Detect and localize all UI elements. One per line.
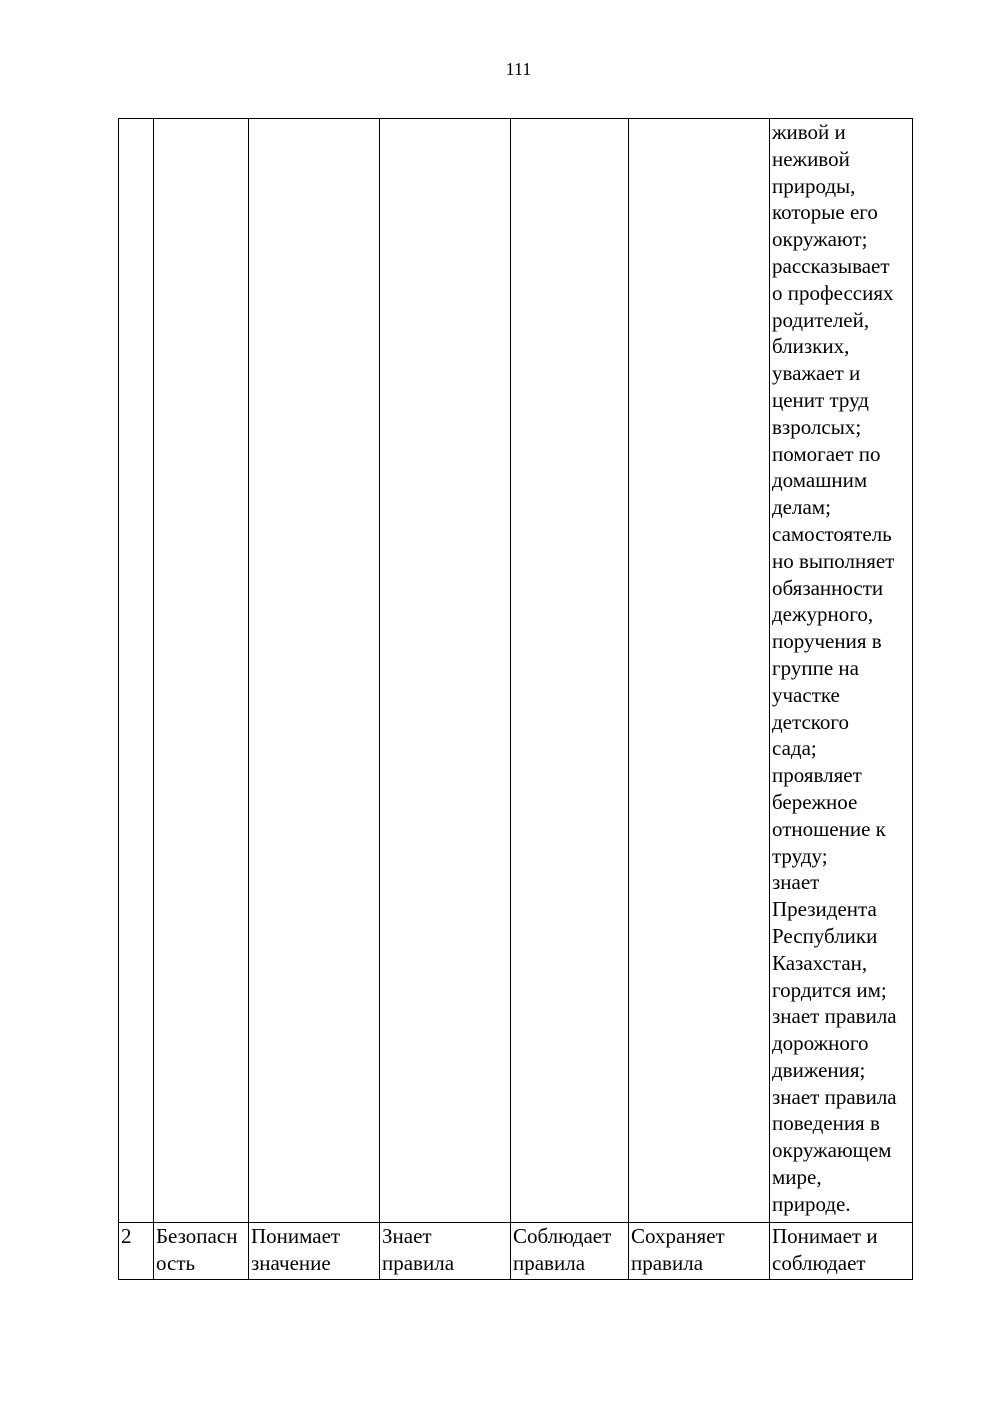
cell-text-line: правила: [631, 1250, 704, 1275]
cell-text-line: бережное: [772, 789, 858, 814]
table-cell: [629, 1223, 770, 1280]
cell-text-line: дорожного: [772, 1031, 869, 1056]
table-cell: [154, 119, 249, 1223]
cell-text-line: живой и: [772, 120, 846, 144]
cell-text-line: Сохраняет: [631, 1224, 725, 1248]
table-cell: [380, 119, 511, 1223]
table-cell: [511, 1223, 629, 1280]
table-cell-number: [119, 1223, 154, 1280]
cell-text-line: Понимает: [251, 1224, 341, 1248]
cell-text-line: поведения в: [772, 1111, 880, 1136]
cell-text-line: ценит труд: [772, 387, 869, 412]
cell-text-line: отношение к: [772, 816, 886, 841]
cell-text-line: группе на: [772, 655, 859, 680]
cell-text-line: 2: [121, 1224, 132, 1248]
cell-text-line: поручения в: [772, 629, 882, 654]
cell-text-line: уважает и: [772, 361, 861, 386]
cell-text-line: природы,: [772, 173, 856, 198]
cell-text-line: Знает: [382, 1224, 432, 1248]
cell-text-line: Безопасн: [156, 1224, 238, 1248]
document-table: [118, 118, 913, 1280]
cell-text-line: мире,: [772, 1165, 822, 1190]
cell-text-line: близких,: [772, 334, 850, 359]
cell-text-line: Соблюдает: [513, 1224, 612, 1248]
cell-text-line: знает правила: [772, 1084, 897, 1109]
cell-text-line: но выполняет: [772, 548, 895, 573]
cell-text-line: Казахстан,: [772, 950, 868, 975]
cell-text-line: родителей,: [772, 307, 870, 332]
cell-text-line: о профессиях: [772, 280, 894, 305]
cell-text-line: окружающем: [772, 1138, 892, 1163]
table-cell-area: [154, 1223, 249, 1280]
cell-text-line: соблюдает: [772, 1250, 866, 1275]
cell-text-line: Президента: [772, 897, 877, 922]
table-cell: [249, 119, 380, 1223]
table-cell: [511, 119, 629, 1223]
cell-text-line: которые его: [772, 200, 878, 225]
table-cell: [119, 119, 154, 1223]
cell-text-line: ость: [156, 1250, 196, 1275]
cell-text-line: делам;: [772, 495, 831, 520]
cell-text-line: знает правила: [772, 1004, 897, 1029]
cell-text-line: дежурного,: [772, 602, 874, 627]
cell-text-line: домашним: [772, 468, 868, 493]
table-row-2: [119, 1223, 913, 1280]
cell-text-line: гордится им;: [772, 977, 887, 1002]
cell-text-line: детского: [772, 709, 849, 734]
cell-text-line: Понимает и: [772, 1224, 878, 1248]
cell-text-line: сада;: [772, 736, 817, 761]
cell-text-line: правила: [382, 1250, 455, 1275]
table-cell-description: [770, 119, 913, 1223]
page-number: 111: [505, 59, 532, 79]
table-cell: [380, 1223, 511, 1280]
table-cell: [629, 119, 770, 1223]
cell-text-line: правила: [513, 1250, 586, 1275]
cell-text-line: самостоятель: [772, 521, 892, 546]
cell-text-line: природе.: [772, 1191, 851, 1216]
cell-text-line: знает: [772, 870, 820, 895]
cell-text-line: неживой: [772, 146, 850, 171]
cell-text-line: значение: [251, 1250, 331, 1275]
cell-text-line: движения;: [772, 1057, 866, 1082]
cell-text-line: взролсых;: [772, 414, 862, 439]
table-row-continuation: [119, 119, 913, 1223]
cell-text-line: участке: [772, 682, 840, 707]
cell-text-line: рассказывает: [772, 253, 890, 278]
cell-text-line: труду;: [772, 843, 828, 868]
cell-text-line: обязанности: [772, 575, 884, 600]
table-cell: [249, 1223, 380, 1280]
cell-text-line: Республики: [772, 923, 878, 948]
cell-text-line: помогает по: [772, 441, 881, 466]
cell-text-line: проявляет: [772, 763, 862, 788]
table-cell: [770, 1223, 913, 1280]
cell-text-line: окружают;: [772, 227, 868, 252]
